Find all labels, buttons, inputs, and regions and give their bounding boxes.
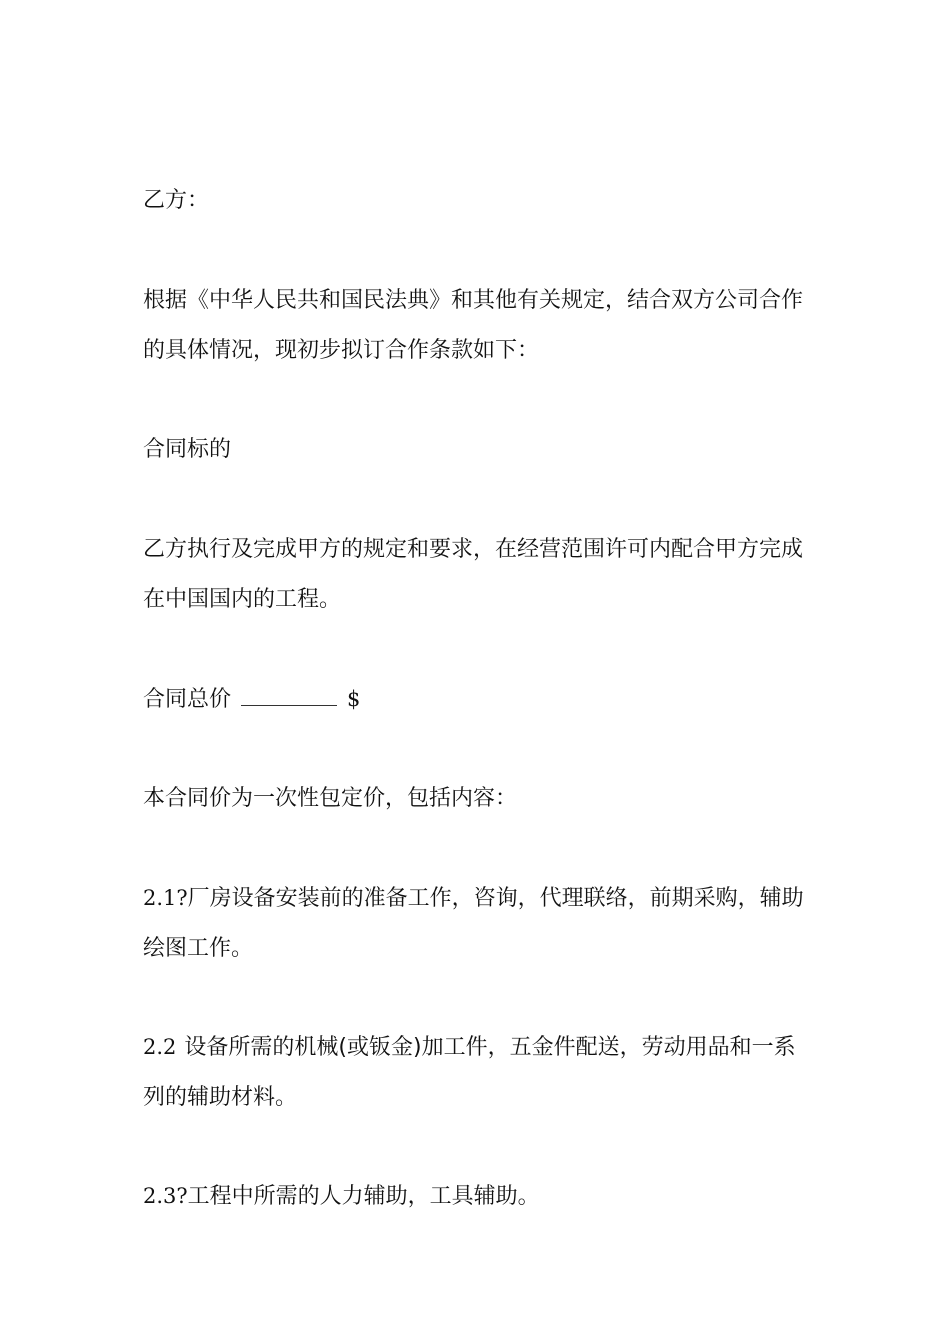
item-2-3-number: 2.3? [143, 1184, 188, 1208]
subject-paragraph: 乙方执行及完成甲方的规定和要求，在经营范围许可内配合甲方完成在中国国内的工程。 [143, 537, 804, 612]
party-b-line [143, 176, 808, 226]
item-2-1-number: 2.1? [143, 886, 188, 910]
total-price-label: 合同总价 [143, 687, 232, 712]
price-description: 本合同价为一次性包定价，包括内容： [143, 786, 518, 811]
currency-symbol: $ [347, 687, 361, 711]
item-2-1-text: 厂房设备安装前的准备工作，咨询，代理联络，前期采购，辅助绘图工作。 [143, 886, 804, 961]
item-2-1 [143, 873, 808, 974]
price-blank-line [241, 685, 337, 706]
item-2-3-text: 工程中所需的人力辅助，工具辅助。 [187, 1184, 540, 1209]
item-2-2-text: 设备所需的机械(或钣金)加工件，五金件配送，劳动用品和一系列的辅助材料。 [143, 1035, 796, 1110]
party-b-label: 乙方： [143, 188, 210, 213]
item-2-3 [143, 1171, 808, 1222]
item-2-2-number: 2.2 [143, 1035, 177, 1059]
total-price-line [143, 674, 808, 725]
subject-heading: 合同标的 [143, 437, 232, 462]
item-2-2 [143, 1022, 808, 1123]
intro-paragraph: 根据《中华人民共和国民法典》和其他有关规定，结合双方公司合作的具体情况，现初步拟订合作条款如下： [143, 288, 804, 363]
